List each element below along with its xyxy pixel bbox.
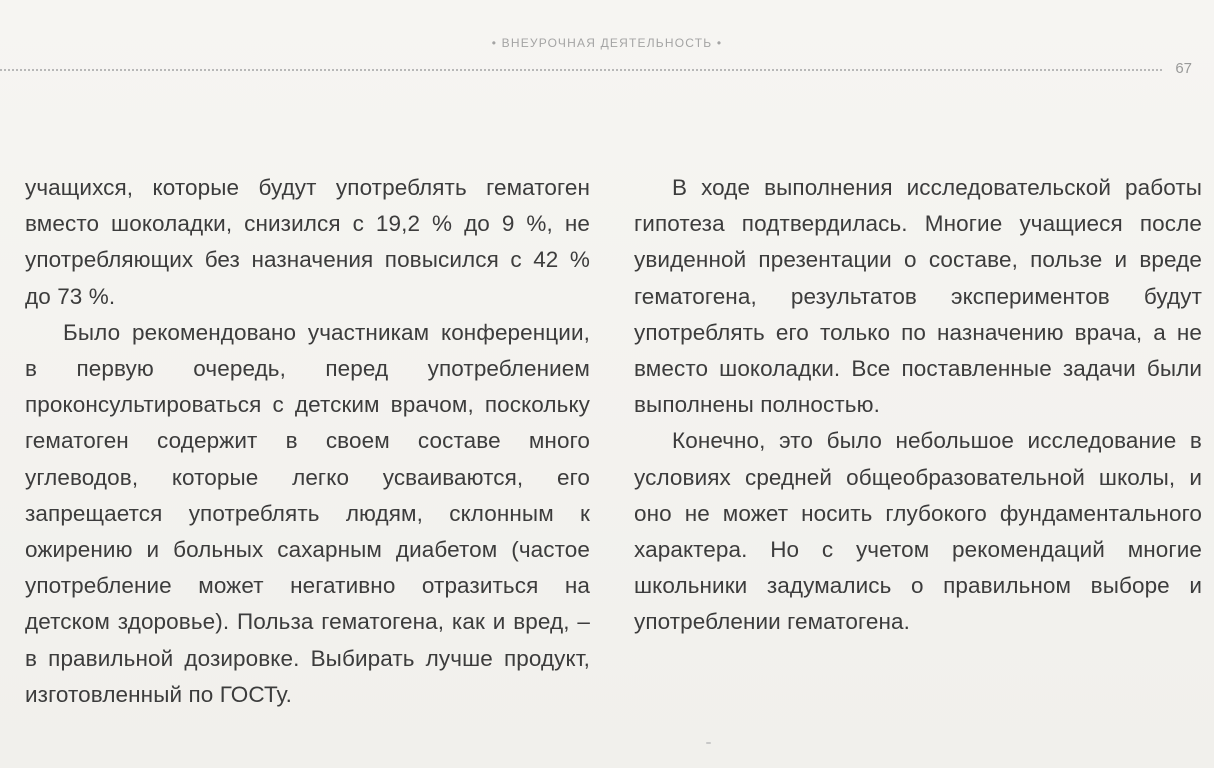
left-column bbox=[25, 170, 590, 713]
running-head: • ВНЕУРОЧНАЯ ДЕЯТЕЛЬНОСТЬ • bbox=[491, 36, 723, 50]
right-paragraph-2: Конечно, это было небольшое исследование в условиях средней общеобразовательной школы, и оно не может носить глубокого фундаментального характера. Но с учетом рекомендаций многие школьники задумались о правильном выборе и употреблении гематогена. bbox=[634, 428, 1202, 635]
right-column bbox=[634, 170, 1202, 641]
page-number: 67 bbox=[1175, 60, 1192, 77]
left-paragraph-2: Было рекомендовано участникам конференции, в первую очередь, перед употреблением проконсультироваться с детским врачом, поскольку гематоген содержит в своем составе много углеводов, которые легко усваиваются, его запрещается употреблять людям, склонным к ожирению и больных сахарным диабетом (частое употребление может негативно отразиться на детском здоровье). Польза гематогена, как и вред, – в правильной дозировке. Выбирать лучше продукт, изготовленный по ГОСТу. bbox=[25, 319, 590, 707]
right-paragraph-1: В ходе выполнения исследовательской работы гипотеза подтвердилась. Многие учащиеся после увиденной презентации о составе, пользе и вреде гематогена, результатов экспериментов будут употреблять его только по назначению врача, а не вместо шоколадки. Все поставленные задачи были выполнены полностью. bbox=[634, 175, 1202, 418]
print-speck bbox=[706, 742, 711, 744]
header-dotted-rule bbox=[0, 69, 1162, 71]
left-paragraph-1: учащихся, которые будут употреблять гематоген вместо шоколадки, снизился с 19,2 % до 9 %, не употребляющих без назначения повысился с 42 % до 73 %. bbox=[25, 175, 590, 309]
